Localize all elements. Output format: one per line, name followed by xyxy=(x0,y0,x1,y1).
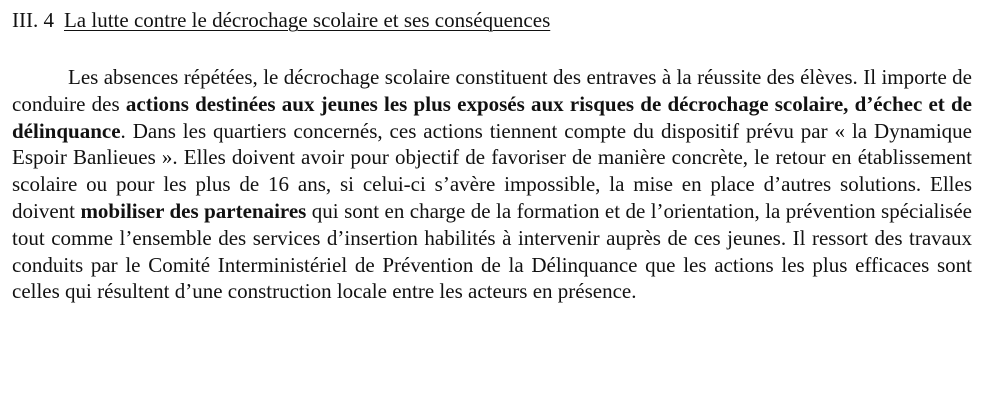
body-paragraph xyxy=(12,64,972,305)
section-heading xyxy=(12,6,550,34)
section-number: III. 4 xyxy=(12,8,54,32)
emphasis-actions: actions destinées aux jeunes les plus exposés aux risques de décrochage scolaire, d’échec et de délinquance xyxy=(12,91,972,143)
text-segment: qui sont en charge de la formation et de l’orientation, la prévention spécialisée tout comme l’ensemble des services d’insertion habilités à intervenir auprès de ces jeunes. Il ressort des travaux conduits par le Comité Interministériel de Prévention de la Délinquance que les actions les plus efficaces sont celles qui résultent d’une construction locale entre les acteurs en présence. xyxy=(12,198,972,304)
text-segment: . Dans les quartiers concernés, ces actions tiennent compte du dispositif prévu par « la Dynamique Espoir Banlieues ». Elles doivent avoir pour objectif de favoriser de manière concrète, le retour en établissement scolaire ou pour les plus de 16 ans, si celui-ci s’avère impossible, la mise en place d’autres solutions. Elles doivent xyxy=(12,118,972,223)
emphasis-partenaires: mobiliser des partenaires xyxy=(80,198,307,223)
section-title: La lutte contre le décrochage scolaire et ses conséquences xyxy=(63,8,551,32)
text-segment: Les absences répétées, le décrochage scolaire constituent des entraves à la réussite des élèves. Il importe de conduire des xyxy=(12,65,972,116)
